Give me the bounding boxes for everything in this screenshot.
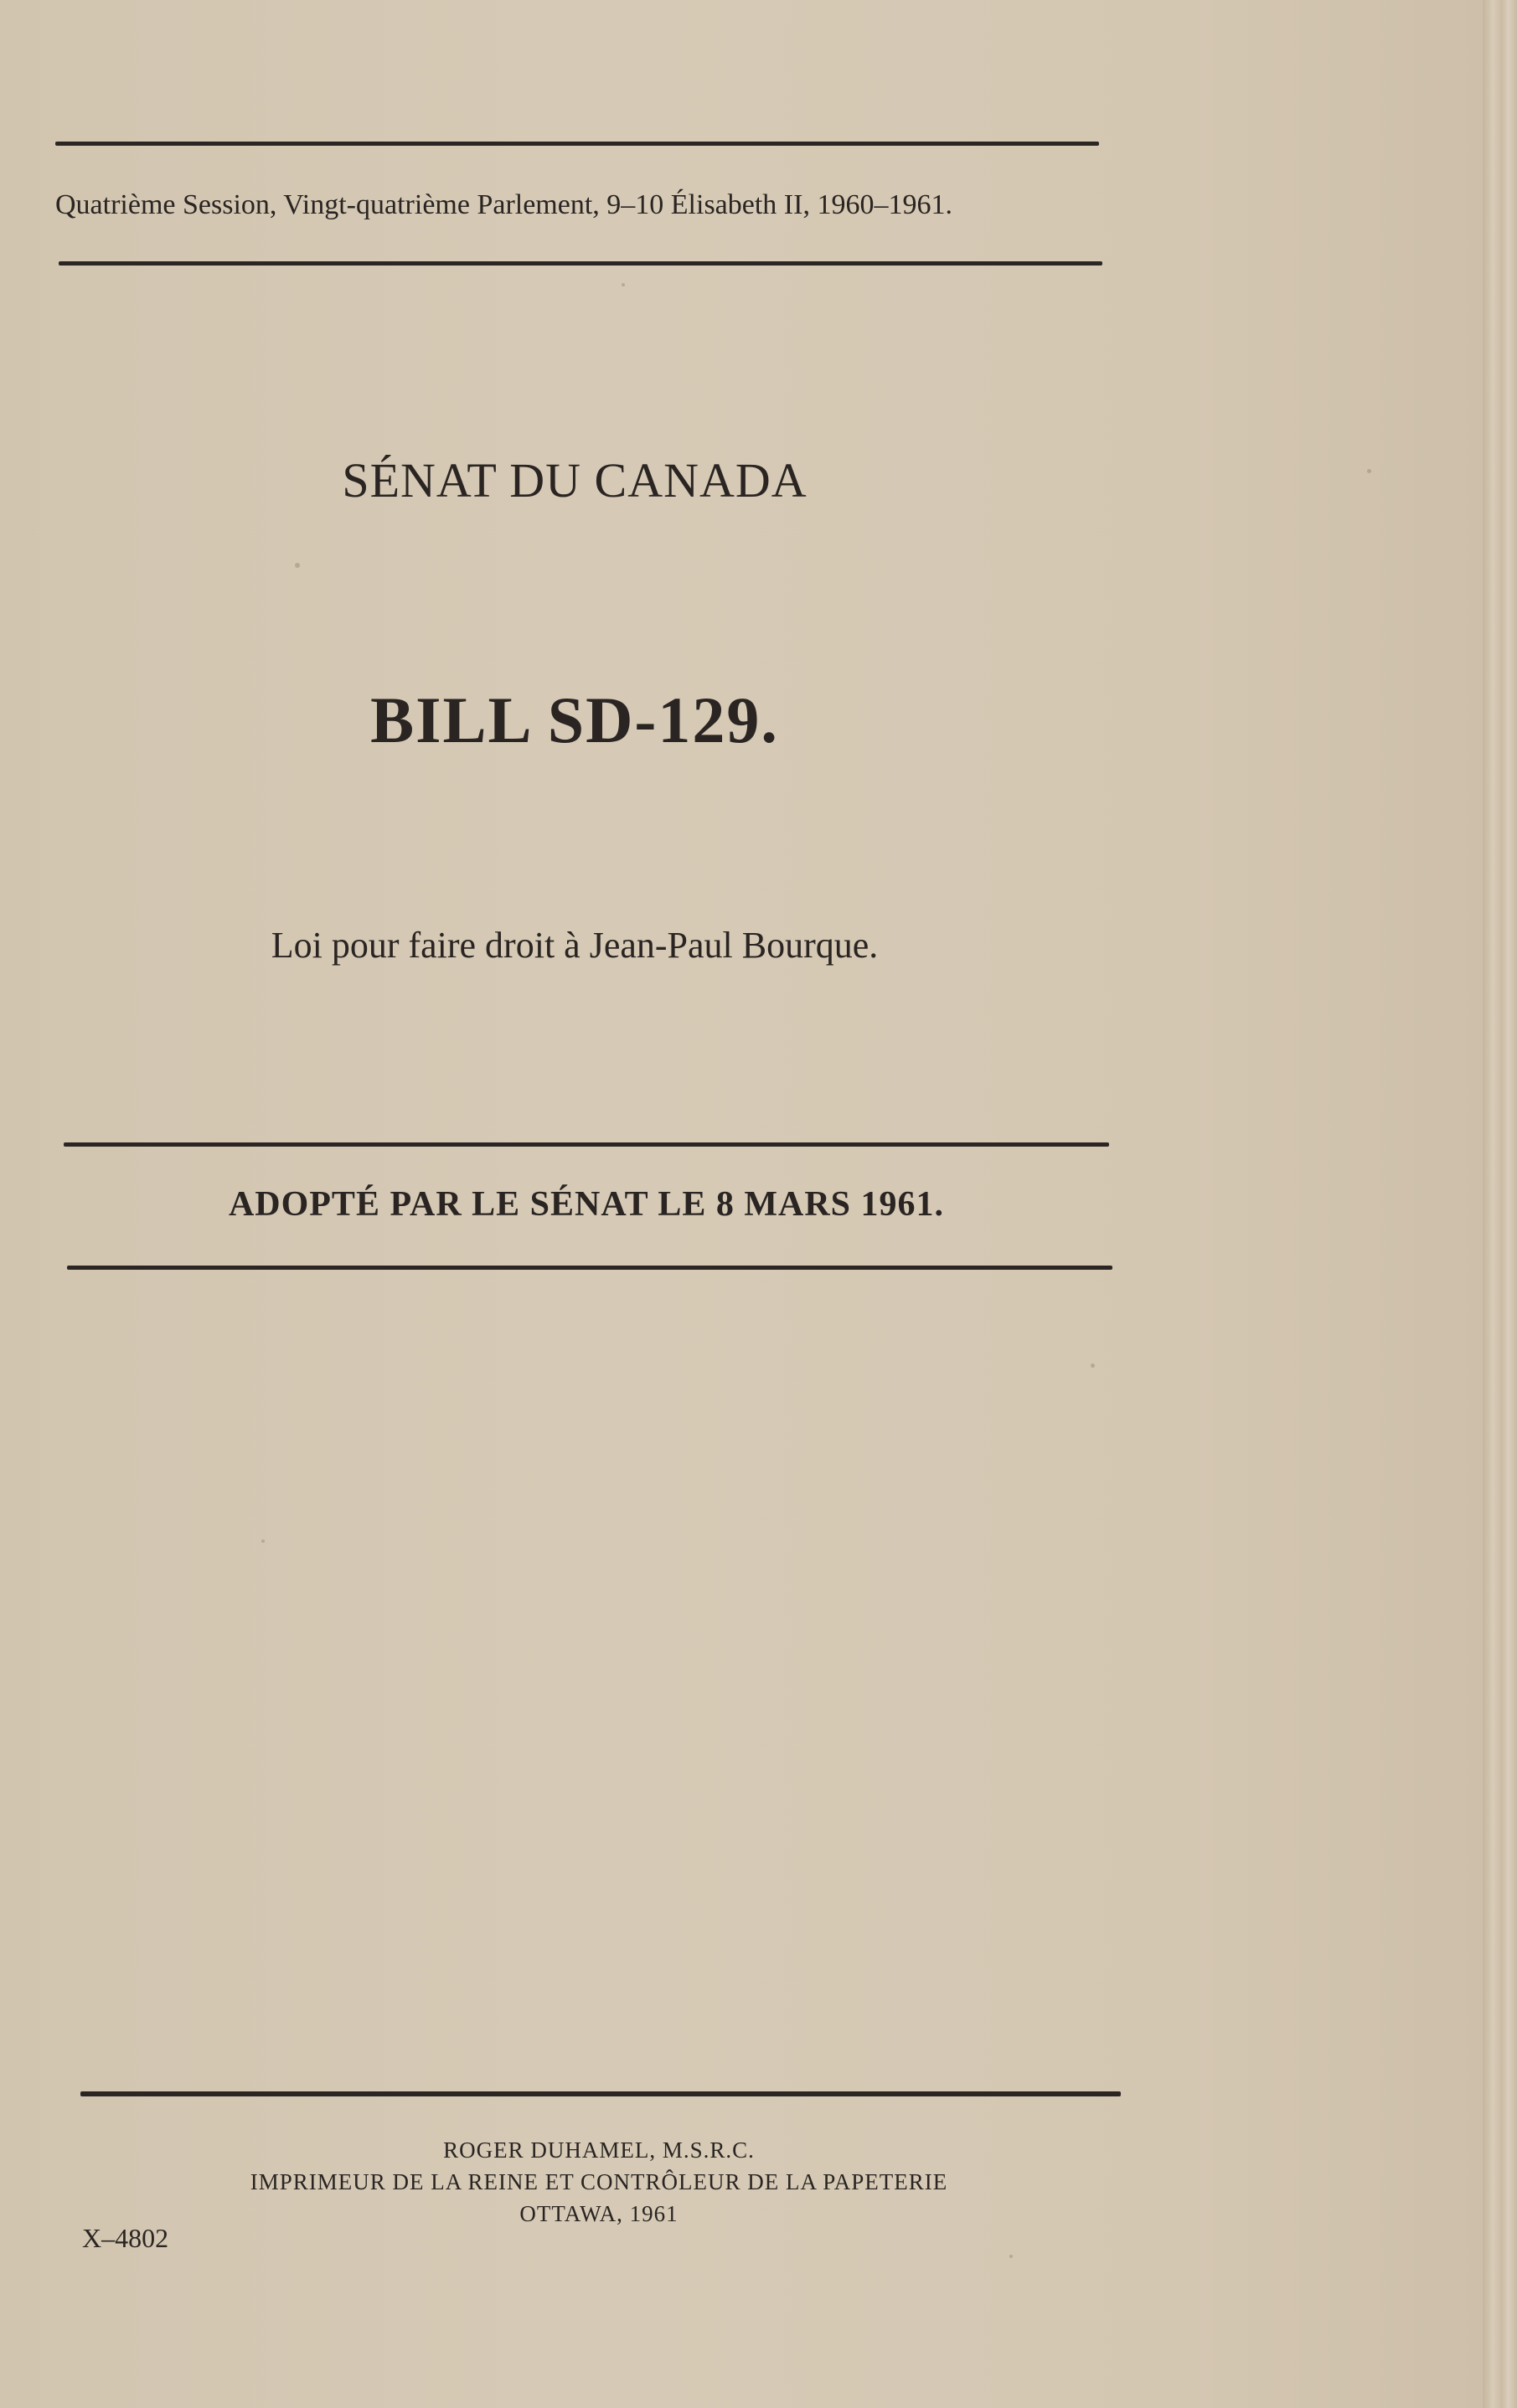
bill-number: BILL SD-129.: [370, 683, 779, 756]
printer-rule: [80, 2091, 1121, 2096]
printer-place-year: OTTAWA, 1961: [519, 2201, 679, 2226]
paper-speck: [261, 1539, 265, 1543]
printer-role: IMPRIMEUR DE LA REINE ET CONTRÔLEUR DE LA PAPETERIE: [250, 2169, 948, 2194]
paper-speck: [1009, 2255, 1013, 2258]
paper-speck: [1091, 1364, 1095, 1368]
paper-speck: [622, 283, 625, 286]
session-rule: [59, 261, 1102, 266]
bill-subject: Loi pour faire droit à Jean-Paul Bourque.: [271, 925, 879, 966]
adopted-top-rule: [64, 1142, 1109, 1147]
senate-title: SÉNAT DU CANADA: [342, 453, 808, 508]
printer-imprint: [0, 2134, 1198, 2230]
catalog-code: X–4802: [82, 2223, 169, 2253]
adopted-bottom-rule: [67, 1266, 1112, 1270]
top-rule: [55, 142, 1099, 146]
adoption-statement: ADOPTÉ PAR LE SÉNAT LE 8 MARS 1961.: [228, 1185, 945, 1224]
session-line: Quatrième Session, Vingt-quatrième Parlement, 9–10 Élisabeth II, 1960–1961.: [55, 189, 952, 220]
printer-name: ROGER DUHAMEL, M.S.R.C.: [443, 2137, 755, 2163]
paper-speck: [1367, 469, 1371, 473]
page-edge: [1483, 0, 1517, 2408]
paper-speck: [295, 563, 300, 568]
